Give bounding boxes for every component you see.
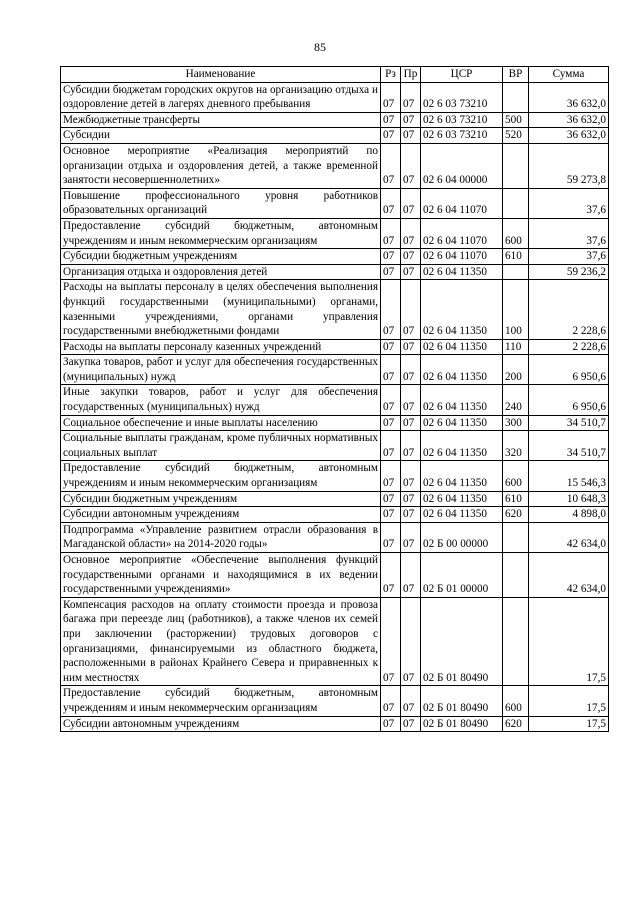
cell-sum: 2 228,6 <box>529 280 609 339</box>
cell-csr: 02 6 03 73210 <box>421 112 503 128</box>
cell-csr: 02 Б 01 80490 <box>421 716 503 732</box>
cell-name: Субсидии бюджетным учреждениям <box>61 249 381 265</box>
cell-sum: 34 510,7 <box>529 415 609 431</box>
header-sum: Сумма <box>529 67 609 83</box>
cell-rz: 07 <box>381 280 401 339</box>
table-header-row <box>61 67 609 83</box>
cell-sum: 42 634,0 <box>529 553 609 598</box>
cell-pr: 07 <box>401 507 421 523</box>
cell-rz: 07 <box>381 82 401 112</box>
cell-name: Предоставление субсидий бюджетным, автономным учреждениям и иным некоммерческим организациям <box>61 218 381 248</box>
cell-rz: 07 <box>381 507 401 523</box>
cell-pr: 07 <box>401 339 421 355</box>
table-row <box>61 264 609 280</box>
cell-csr: 02 6 04 11350 <box>421 264 503 280</box>
cell-pr: 07 <box>401 597 421 686</box>
cell-vr <box>503 188 529 218</box>
table-row <box>61 249 609 265</box>
cell-vr: 620 <box>503 507 529 523</box>
cell-name: Закупка товаров, работ и услуг для обеспечения государственных (муниципальных) нужд <box>61 355 381 385</box>
table-row <box>61 280 609 339</box>
cell-pr: 07 <box>401 280 421 339</box>
cell-pr: 07 <box>401 218 421 248</box>
cell-pr: 07 <box>401 264 421 280</box>
table-row <box>61 415 609 431</box>
cell-csr: 02 6 04 11070 <box>421 249 503 265</box>
cell-csr: 02 Б 01 00000 <box>421 553 503 598</box>
cell-sum: 2 228,6 <box>529 339 609 355</box>
cell-rz: 07 <box>381 143 401 188</box>
table-row <box>61 461 609 491</box>
cell-pr: 07 <box>401 553 421 598</box>
table-row <box>61 355 609 385</box>
cell-sum: 17,5 <box>529 686 609 716</box>
cell-pr: 07 <box>401 415 421 431</box>
cell-pr: 07 <box>401 716 421 732</box>
cell-csr: 02 6 04 11350 <box>421 507 503 523</box>
cell-name: Предоставление субсидий бюджетным, автономным учреждениям и иным некоммерческим организациям <box>61 461 381 491</box>
cell-vr <box>503 597 529 686</box>
cell-vr: 520 <box>503 128 529 144</box>
cell-vr <box>503 143 529 188</box>
cell-csr: 02 6 04 00000 <box>421 143 503 188</box>
table-row <box>61 339 609 355</box>
cell-pr: 07 <box>401 522 421 552</box>
table-row <box>61 507 609 523</box>
cell-rz: 07 <box>381 112 401 128</box>
page-number: 85 <box>314 40 326 54</box>
cell-csr: 02 Б 00 00000 <box>421 522 503 552</box>
cell-vr: 200 <box>503 355 529 385</box>
cell-vr: 600 <box>503 218 529 248</box>
cell-sum: 36 632,0 <box>529 128 609 144</box>
table-row <box>61 188 609 218</box>
cell-sum: 6 950,6 <box>529 355 609 385</box>
cell-sum: 42 634,0 <box>529 522 609 552</box>
cell-sum: 37,6 <box>529 249 609 265</box>
table-row <box>61 218 609 248</box>
cell-vr: 240 <box>503 385 529 415</box>
cell-vr: 100 <box>503 280 529 339</box>
table-row <box>61 491 609 507</box>
cell-csr: 02 6 04 11350 <box>421 491 503 507</box>
table-row <box>61 128 609 144</box>
cell-name: Организация отдыха и оздоровления детей <box>61 264 381 280</box>
cell-csr: 02 Б 01 80490 <box>421 686 503 716</box>
cell-sum: 59 273,8 <box>529 143 609 188</box>
table-row <box>61 553 609 598</box>
table-row <box>61 385 609 415</box>
cell-sum: 4 898,0 <box>529 507 609 523</box>
cell-sum: 59 236,2 <box>529 264 609 280</box>
cell-name: Иные закупки товаров, работ и услуг для обеспечения государственных (муниципальных) нужд <box>61 385 381 415</box>
cell-name: Предоставление субсидий бюджетным, автономным учреждениям и иным некоммерческим организациям <box>61 686 381 716</box>
table-row <box>61 597 609 686</box>
table-row <box>61 112 609 128</box>
cell-rz: 07 <box>381 522 401 552</box>
cell-sum: 36 632,0 <box>529 112 609 128</box>
cell-rz: 07 <box>381 264 401 280</box>
cell-name: Субсидии автономным учреждениям <box>61 507 381 523</box>
cell-pr: 07 <box>401 188 421 218</box>
cell-name: Повышение профессионального уровня работников образовательных организаций <box>61 188 381 218</box>
cell-name: Основное мероприятие «Обеспечение выполнения функций государственными органами и находящимися в их ведении государственными учреждениями» <box>61 553 381 598</box>
budget-table <box>60 66 609 732</box>
cell-rz: 07 <box>381 218 401 248</box>
cell-rz: 07 <box>381 461 401 491</box>
cell-pr: 07 <box>401 112 421 128</box>
cell-rz: 07 <box>381 128 401 144</box>
header-vr: ВР <box>503 67 529 83</box>
cell-rz: 07 <box>381 188 401 218</box>
cell-rz: 07 <box>381 491 401 507</box>
table-row <box>61 143 609 188</box>
table-row <box>61 522 609 552</box>
cell-pr: 07 <box>401 355 421 385</box>
cell-csr: 02 6 04 11070 <box>421 188 503 218</box>
cell-sum: 34 510,7 <box>529 431 609 461</box>
header-pr: Пр <box>401 67 421 83</box>
cell-pr: 07 <box>401 249 421 265</box>
cell-rz: 07 <box>381 249 401 265</box>
cell-vr: 610 <box>503 249 529 265</box>
cell-rz: 07 <box>381 431 401 461</box>
cell-csr: 02 6 04 11350 <box>421 385 503 415</box>
table-body <box>61 82 609 732</box>
cell-name: Субсидии бюджетным учреждениям <box>61 491 381 507</box>
cell-rz: 07 <box>381 339 401 355</box>
cell-name: Компенсация расходов на оплату стоимости проезда и провоза багажа при переезде лиц (работников), а также членов их семей при заключении (расторжении) трудовых договоров с организациями, финансируемыми из областного бюджета, расположенными в районах Крайнего Севера и приравненных к ним местностях <box>61 597 381 686</box>
cell-sum: 37,6 <box>529 188 609 218</box>
cell-csr: 02 6 04 11070 <box>421 218 503 248</box>
cell-vr: 600 <box>503 686 529 716</box>
cell-rz: 07 <box>381 716 401 732</box>
cell-rz: 07 <box>381 415 401 431</box>
cell-pr: 07 <box>401 385 421 415</box>
cell-rz: 07 <box>381 355 401 385</box>
cell-name: Субсидии <box>61 128 381 144</box>
cell-csr: 02 6 04 11350 <box>421 280 503 339</box>
cell-csr: 02 6 03 73210 <box>421 128 503 144</box>
cell-csr: 02 6 03 73210 <box>421 82 503 112</box>
cell-vr: 600 <box>503 461 529 491</box>
cell-csr: 02 6 04 11350 <box>421 355 503 385</box>
cell-vr: 300 <box>503 415 529 431</box>
cell-vr: 500 <box>503 112 529 128</box>
cell-csr: 02 6 04 11350 <box>421 415 503 431</box>
cell-name: Подпрограмма «Управление развитием отрасли образования в Магаданской области» на 2014-2020 годы» <box>61 522 381 552</box>
cell-rz: 07 <box>381 686 401 716</box>
cell-csr: 02 6 04 11350 <box>421 461 503 491</box>
cell-name: Межбюджетные трансферты <box>61 112 381 128</box>
header-name: Наименование <box>61 67 381 83</box>
cell-pr: 07 <box>401 128 421 144</box>
cell-name: Расходы на выплаты персоналу в целях обеспечения выполнения функций государственными (муниципальными) органами, казенными учреждениями, органами управления государственными внебюджетными фондами <box>61 280 381 339</box>
cell-vr <box>503 264 529 280</box>
table-row <box>61 431 609 461</box>
header-csr: ЦСР <box>421 67 503 83</box>
cell-name: Субсидии автономным учреждениям <box>61 716 381 732</box>
cell-name: Субсидии бюджетам городских округов на организацию отдыха и оздоровление детей в лагерях дневного пребывания <box>61 82 381 112</box>
cell-sum: 6 950,6 <box>529 385 609 415</box>
cell-sum: 15 546,3 <box>529 461 609 491</box>
header-rz: Рз <box>381 67 401 83</box>
cell-name: Социальные выплаты гражданам, кроме публичных нормативных социальных выплат <box>61 431 381 461</box>
cell-sum: 36 632,0 <box>529 82 609 112</box>
cell-rz: 07 <box>381 553 401 598</box>
cell-csr: 02 6 04 11350 <box>421 339 503 355</box>
cell-rz: 07 <box>381 597 401 686</box>
cell-vr: 620 <box>503 716 529 732</box>
cell-vr: 610 <box>503 491 529 507</box>
cell-pr: 07 <box>401 431 421 461</box>
cell-vr <box>503 553 529 598</box>
table-row <box>61 82 609 112</box>
cell-vr: 320 <box>503 431 529 461</box>
cell-vr <box>503 82 529 112</box>
cell-name: Основное мероприятие «Реализация мероприятий по организации отдыха и оздоровления детей, а также временной занятости несовершеннолетних» <box>61 143 381 188</box>
cell-pr: 07 <box>401 82 421 112</box>
cell-name: Расходы на выплаты персоналу казенных учреждений <box>61 339 381 355</box>
cell-rz: 07 <box>381 385 401 415</box>
table-row <box>61 716 609 732</box>
cell-vr: 110 <box>503 339 529 355</box>
cell-sum: 17,5 <box>529 716 609 732</box>
cell-sum: 17,5 <box>529 597 609 686</box>
cell-name: Социальное обеспечение и иные выплаты населению <box>61 415 381 431</box>
table-row <box>61 686 609 716</box>
cell-sum: 37,6 <box>529 218 609 248</box>
cell-vr <box>503 522 529 552</box>
cell-pr: 07 <box>401 491 421 507</box>
cell-sum: 10 648,3 <box>529 491 609 507</box>
cell-csr: 02 6 04 11350 <box>421 431 503 461</box>
cell-pr: 07 <box>401 461 421 491</box>
cell-pr: 07 <box>401 686 421 716</box>
cell-pr: 07 <box>401 143 421 188</box>
cell-csr: 02 Б 01 80490 <box>421 597 503 686</box>
